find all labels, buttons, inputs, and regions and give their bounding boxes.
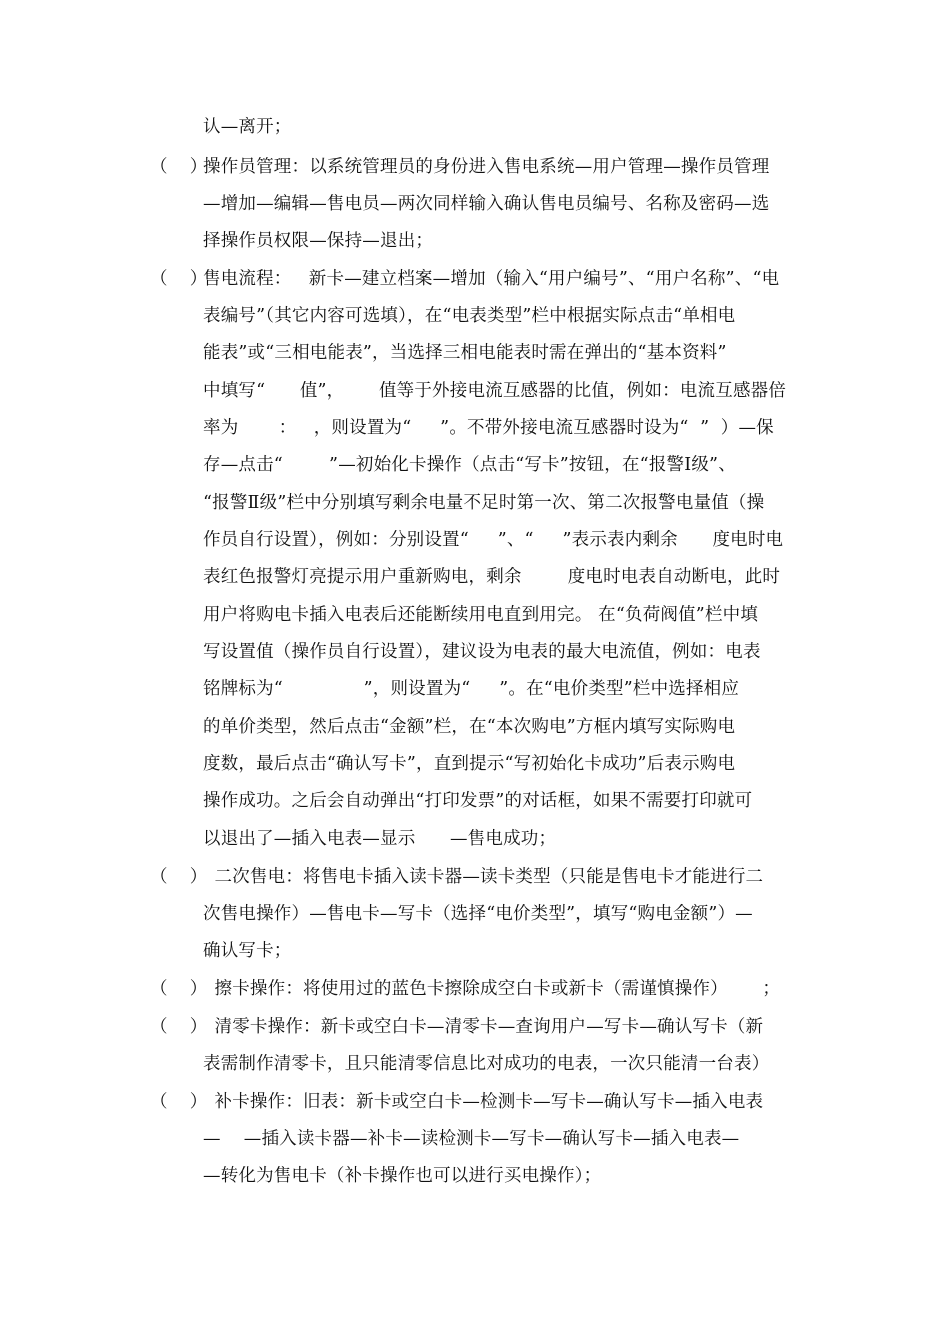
text-line: 中填写“ 值”， 值等于外接电流互感器的比值，例如：电流互感器倍 bbox=[203, 381, 787, 401]
text-line: —转化为售电卡（补卡操作也可以进行买电操作）； bbox=[203, 1166, 602, 1186]
text-line: 表编号”（其它内容可选填），在“电表类型”栏中根据实际点击“单相电 bbox=[203, 306, 736, 326]
text-line: 认—离开； bbox=[203, 117, 292, 137]
text-line: 表需制作清零卡，且只能清零信息比对成功的电表，一次只能清一台表） bbox=[203, 1054, 770, 1074]
text-line: 的单价类型，然后点击“金额”栏，在“本次购电”方框内填写实际购电 bbox=[203, 717, 736, 737]
text-line: 率为 ： ，则设置为“ ”。不带外接电流互感器时设为“ ” ）—保 bbox=[203, 418, 774, 438]
item-marker: （ ） bbox=[150, 269, 208, 289]
item-marker: （ ） bbox=[150, 157, 208, 177]
text-line: 擦卡操作：将使用过的蓝色卡擦除成空白卡或新卡（需谨慎操作） ； bbox=[203, 979, 781, 999]
text-line: 售电流程： 新卡—建立档案—增加（输入“用户编号”、“用户名称”、“电 bbox=[203, 269, 780, 289]
text-line: 择操作员权限—保持—退出； bbox=[203, 231, 434, 251]
text-line: 以退出了—插入电表—显示 —售电成功； bbox=[203, 829, 557, 849]
text-line: —增加—编辑—售电员—两次同样输入确认售电员编号、名称及密码—选 bbox=[203, 194, 770, 214]
text-line: 操作员管理：以系统管理员的身份进入售电系统—用户管理—操作员管理 bbox=[203, 157, 770, 177]
text-line: 能表”或“三相电能表”，当选择三相电能表时需在弹出的“基本资料” bbox=[203, 343, 727, 363]
text-line: 度数，最后点击“确认写卡”，直到提示“写初始化卡成功”后表示购电 bbox=[203, 754, 736, 774]
text-line: 清零卡操作：新卡或空白卡—清零卡—查询用户—写卡—确认写卡（新 bbox=[203, 1017, 764, 1037]
text-line: 写设置值（操作员自行设置），建议设为电表的最大电流值，例如：电表 bbox=[203, 642, 761, 662]
text-line: 二次售电：将售电卡插入读卡器—读卡类型（只能是售电卡才能进行二 bbox=[203, 867, 764, 887]
text-line: — —插入读卡器—补卡—读检测卡—写卡—确认写卡—插入电表— bbox=[203, 1129, 740, 1149]
text-line: 作员自行设置），例如：分别设置“ ”、“ ”表示表内剩余 度电时电 bbox=[203, 530, 784, 550]
text-line: 存—点击“ ”—初始化卡操作（点击“写卡”按钮，在“报警Ⅰ级”、 bbox=[203, 455, 736, 475]
text-line: 操作成功。之后会自动弹出“打印发票”的对话框，如果不需要打印就可 bbox=[203, 791, 753, 811]
text-line: 补卡操作：旧表：新卡或空白卡—检测卡—写卡—确认写卡—插入电表 bbox=[203, 1092, 764, 1112]
item-marker: （ ） bbox=[150, 1017, 208, 1037]
item-marker: （ ） bbox=[150, 1092, 208, 1112]
text-line: 确认写卡； bbox=[203, 941, 292, 961]
item-marker: （ ） bbox=[150, 867, 208, 887]
text-line: “报警Ⅱ级”栏中分别填写剩余电量不足时第一次、第二次报警电量值（操 bbox=[203, 493, 765, 513]
text-line: 铭牌标为“ ”，则设置为“ ”。在“电价类型”栏中选择相应 bbox=[203, 679, 740, 699]
text-line: 表红色报警灯亮提示用户重新购电，剩余 度电时电表自动断电，此时 bbox=[203, 567, 781, 587]
item-marker: （ ） bbox=[150, 979, 208, 999]
text-line: 次售电操作）—售电卡—写卡（选择“电价类型”，填写“购电金额”）— bbox=[203, 904, 753, 924]
text-line: 用户将购电卡插入电表后还能断续用电直到用完。 在“负荷阀值”栏中填 bbox=[203, 605, 759, 625]
